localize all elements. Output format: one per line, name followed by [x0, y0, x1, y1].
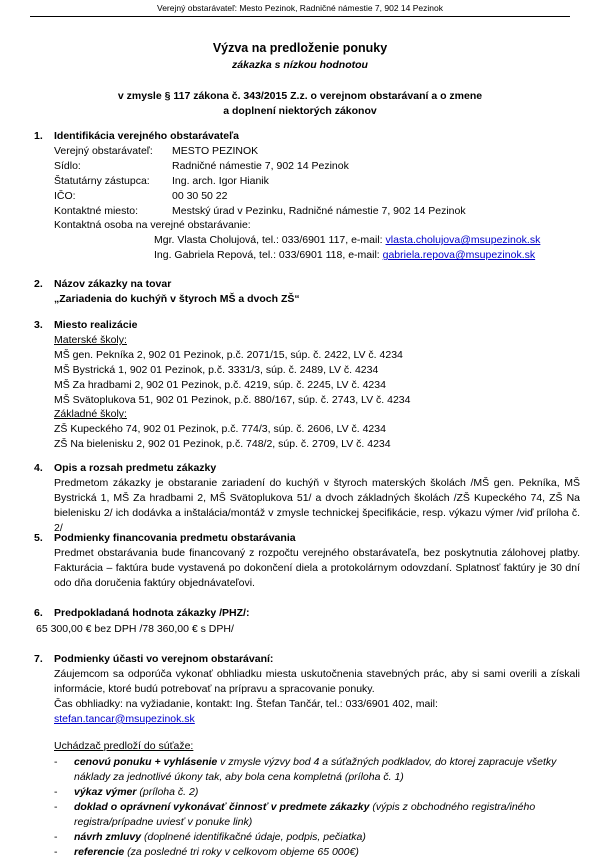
info-row	[54, 144, 580, 159]
info-row	[54, 159, 580, 174]
section-6	[34, 606, 580, 621]
list-item	[54, 785, 580, 800]
section-heading: Podmienky účasti vo verejnom obstarávaní:	[54, 653, 274, 665]
info-row	[54, 204, 580, 219]
section-number: 2.	[34, 278, 43, 290]
email-link[interactable]: gabriela.repova@msupezinok.sk	[382, 249, 536, 262]
contact-person-1	[54, 233, 580, 248]
item-bold: výkaz výmer	[74, 786, 137, 799]
info-value: 00 30 50 22	[172, 189, 228, 202]
section-7	[34, 652, 580, 860]
item-text: (doplnené identifikačné údaje, podpis, pečiatka)	[141, 830, 366, 843]
item-bold: cenovú ponuku + vyhlásenie	[74, 756, 218, 769]
contact-person-2	[54, 248, 580, 263]
section-3	[34, 318, 580, 452]
info-row	[54, 174, 580, 189]
contract-name: „Zariadenia do kuchýň v štyroch MŠ a dvoch ZŠ“	[54, 292, 300, 305]
location-item: MŠ Za hradbami 2, 902 01 Pezinok, p.č. 4219, súp. č. 2245, LV č. 4234	[54, 378, 386, 391]
location-item: ZŠ Kupeckého 74, 902 01 Pezinok, p.č. 774/3, súp. č. 2606, LV č. 4234	[54, 423, 386, 436]
item-bold: doklad o oprávnení vykonávať činnosť v predmete zákazky	[74, 801, 370, 814]
info-value: MESTO PEZINOK	[172, 144, 259, 157]
contact-text: Mgr. Vlasta Cholujová, tel.: 033/6901 117, e-mail:	[154, 234, 386, 247]
info-value: Mestský úrad v Pezinku, Radničné námestie 7, 902 14 Pezinok	[172, 204, 466, 217]
section-text: Záujemcom sa odporúča vykonať obhliadku miesta uskutočnenia stavebných prác, aby si sami overili a získali informácie, ktoré budú potrebovať na prípravu a spracovanie ponuky.	[54, 667, 580, 695]
section-number: 1.	[34, 130, 43, 142]
contact-text: Ing. Gabriela Repová, tel.: 033/6901 118, e-mail:	[154, 249, 383, 262]
document-subtitle: zákazka s nízkou hodnotou	[232, 58, 368, 71]
section-heading: Podmienky financovania predmetu obstarávania	[54, 532, 296, 544]
item-text: (za posledné tri roky v celkovom objeme 65 000€)	[124, 845, 359, 858]
item-text: v zmysle výzvy bod 4 a súťažných podkladov, do ktorej zapracuje všetky náklady za jednotlivé úkony tak, aby bola cena kompletná (príloha č. 1)	[74, 756, 557, 784]
item-bold: návrh zmluvy	[74, 830, 142, 843]
section-2	[34, 277, 580, 307]
info-label: Štatutárny zástupca:	[54, 174, 150, 187]
list-item	[54, 800, 580, 830]
info-value: Ing. arch. Igor Hianik	[172, 174, 269, 187]
primary-schools-label: Základné školy:	[54, 408, 127, 421]
law-line-1: v zmysle § 117 zákona č. 343/2015 Z.z. o verejnom obstarávaní a o zmene	[117, 89, 483, 102]
list-item	[54, 755, 580, 785]
info-row	[54, 189, 580, 204]
section-number: 7.	[34, 653, 43, 665]
title-block	[30, 40, 570, 118]
section-number: 6.	[34, 607, 43, 619]
site-visit-text: Čas obhliadky: na vyžiadanie, kontakt: Ing. Štefan Tančár, tel.: 033/6901 402, mail:	[54, 697, 438, 710]
page-header: Verejný obstarávateľ: Mesto Pezinok, Radničné námestie 7, 902 14 Pezinok	[30, 2, 570, 17]
section-4	[34, 461, 580, 536]
location-item: MŠ gen. Pekníka 2, 902 01 Pezinok, p.č. 2071/15, súp. č. 2422, LV č. 4234	[54, 348, 403, 361]
section-number: 4.	[34, 462, 43, 474]
item-text: (výpis z obchodného registra/iného registra/prípadne uviesť v ponuke link)	[74, 801, 536, 829]
location-item: MŠ Bystrická 1, 902 01 Pezinok, p.č. 3331/3, súp. č. 2489, LV č. 4234	[54, 363, 379, 376]
site-visit-info	[54, 697, 580, 727]
info-label: Kontaktné miesto:	[54, 204, 139, 217]
location-item: MŠ Svätoplukova 51, 902 01 Pezinok, p.č. 880/167, súp. č. 2743, LV č. 4234	[54, 393, 411, 406]
kindergartens-label: Materské školy:	[54, 333, 127, 346]
info-value: Radničné námestie 7, 902 14 Pezinok	[172, 159, 349, 172]
item-text: (príloha č. 2)	[136, 786, 199, 799]
section-number: 3.	[34, 319, 43, 331]
email-link[interactable]: vlasta.cholujova@msupezinok.sk	[385, 234, 541, 247]
info-label: Verejný obstarávateľ:	[54, 144, 153, 157]
estimated-value: 65 300,00 € bez DPH /78 360,00 € s DPH/	[36, 623, 234, 635]
section-5	[34, 531, 580, 591]
submission-label: Uchádzač predloží do súťaže:	[54, 739, 194, 752]
section-heading: Názov zákazky na tovar	[54, 278, 172, 290]
info-label: IČO:	[54, 189, 76, 202]
law-reference	[30, 89, 570, 119]
document-title: Výzva na predloženie ponuky	[212, 41, 388, 55]
law-line-2: a doplnení niektorých zákonov	[223, 104, 377, 117]
info-label: Sídlo:	[54, 159, 81, 172]
section-text: Predmetom zákazky je obstaranie zariadení do kuchýň v štyroch materských školách /MŠ gen. Pekníka, MŠ Bystrická 1, MŠ Za hradbami 2, MŠ Svätoplukova 51/ a dvoch základných školách /ZŠ Kupeckého 74, ZŠ Na bielenisku 2/ ich dodávka a inštalácia/montáž v zmysle technickej špecifikácie, resp. výkazu výmer /viď príloha č. 2/	[54, 476, 580, 534]
section-1	[34, 129, 580, 263]
list-item	[54, 845, 580, 860]
section-text: Predmet obstarávania bude financovaný z rozpočtu verejného obstarávateľa, bez poskytnutia zálohovej platby. Fakturácia – faktúra bude vystavená po dokončení diela a protokolárnym odovzdaní. Splatnosť faktúry je 30 dní odo dňa doručenia faktúry objednávateľovi.	[54, 546, 580, 589]
submission-list	[54, 755, 580, 859]
section-heading: Predpokladaná hodnota zákazky /PHZ/:	[54, 607, 250, 619]
section-heading: Miesto realizácie	[54, 319, 138, 331]
list-item	[54, 830, 580, 845]
email-link[interactable]: stefan.tancar@msupezinok.sk	[54, 712, 195, 725]
location-item: ZŠ Na bielenisku 2, 902 01 Pezinok, p.č. 748/2, súp. č. 2709, LV č. 4234	[54, 438, 391, 451]
section-number: 5.	[34, 532, 43, 544]
section-heading: Identifikácia verejného obstarávateľa	[54, 130, 239, 142]
item-bold: referencie	[74, 845, 125, 858]
section-heading: Opis a rozsah predmetu zákazky	[54, 462, 217, 474]
contact-person-label: Kontaktná osoba na verejné obstarávanie:	[54, 219, 251, 232]
